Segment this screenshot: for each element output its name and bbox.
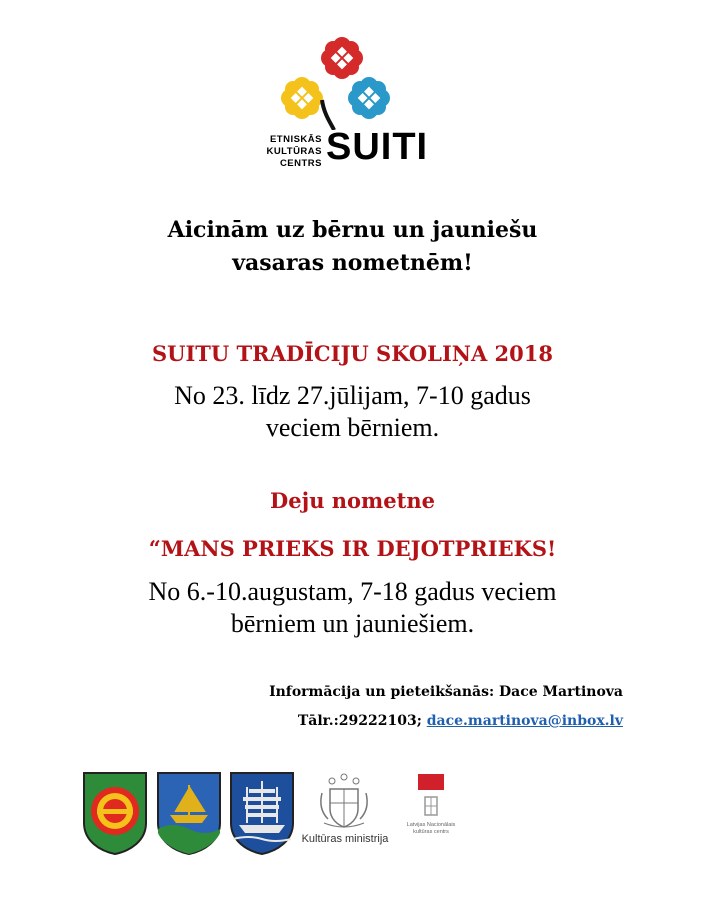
camp2-subtitle: “MANS PRIEKS IR DEJOTPRIEKS! (148, 536, 557, 561)
coat-of-arms-1-icon (82, 771, 148, 855)
ministry-logo (300, 769, 390, 849)
camp1-details (0, 380, 705, 444)
flower-ornament-icon (262, 30, 440, 130)
logo-name: SUITI (326, 126, 429, 168)
invitation-line-2: vasaras nometnēm! (232, 250, 473, 276)
camp1-line-1: No 23. līdz 27.jūlijam, 7-10 gadus (174, 381, 531, 410)
camp1-title: SUITU TRADĪCIJU SKOLIŅA 2018 (151, 341, 554, 366)
camp1-line-2: veciem bērniem. (265, 413, 440, 442)
latvia-arms-icon (314, 769, 374, 829)
camp2-title: Deju nometne (270, 488, 435, 513)
coat-of-arms-2-icon (156, 771, 222, 855)
logo-subtitle: ETNISKĀS KULTŪRAS CENTRS (266, 134, 322, 169)
camp2-details (0, 576, 705, 640)
ministry-label: Kultūras ministrija (301, 833, 389, 845)
camp2-line-2: bērniem un jauniešiem. (230, 609, 475, 638)
lnkc-label: Latvijas Nacionālais kultūras centrs (406, 822, 456, 835)
lnkc-emblem-icon (419, 794, 443, 818)
camp2-line-1: No 6.-10.augustam, 7-18 gadus veciem (148, 577, 557, 606)
suiti-logo (262, 30, 440, 175)
contact-line (298, 713, 623, 729)
contact-phone: Tālr.:29222103; (297, 713, 422, 729)
contact-email-link[interactable]: dace.martinova@inbox.lv (426, 713, 623, 729)
coat-of-arms-3-icon (229, 771, 295, 855)
invitation-line-1: Aicinām uz bērnu un jauniešu (167, 217, 538, 243)
contact-info: Informācija un pieteikšanās: Dace Martinova (269, 684, 623, 700)
lnkc-logo (406, 772, 456, 842)
lnkc-red-block-icon (418, 774, 444, 790)
invitation-heading (0, 214, 705, 280)
